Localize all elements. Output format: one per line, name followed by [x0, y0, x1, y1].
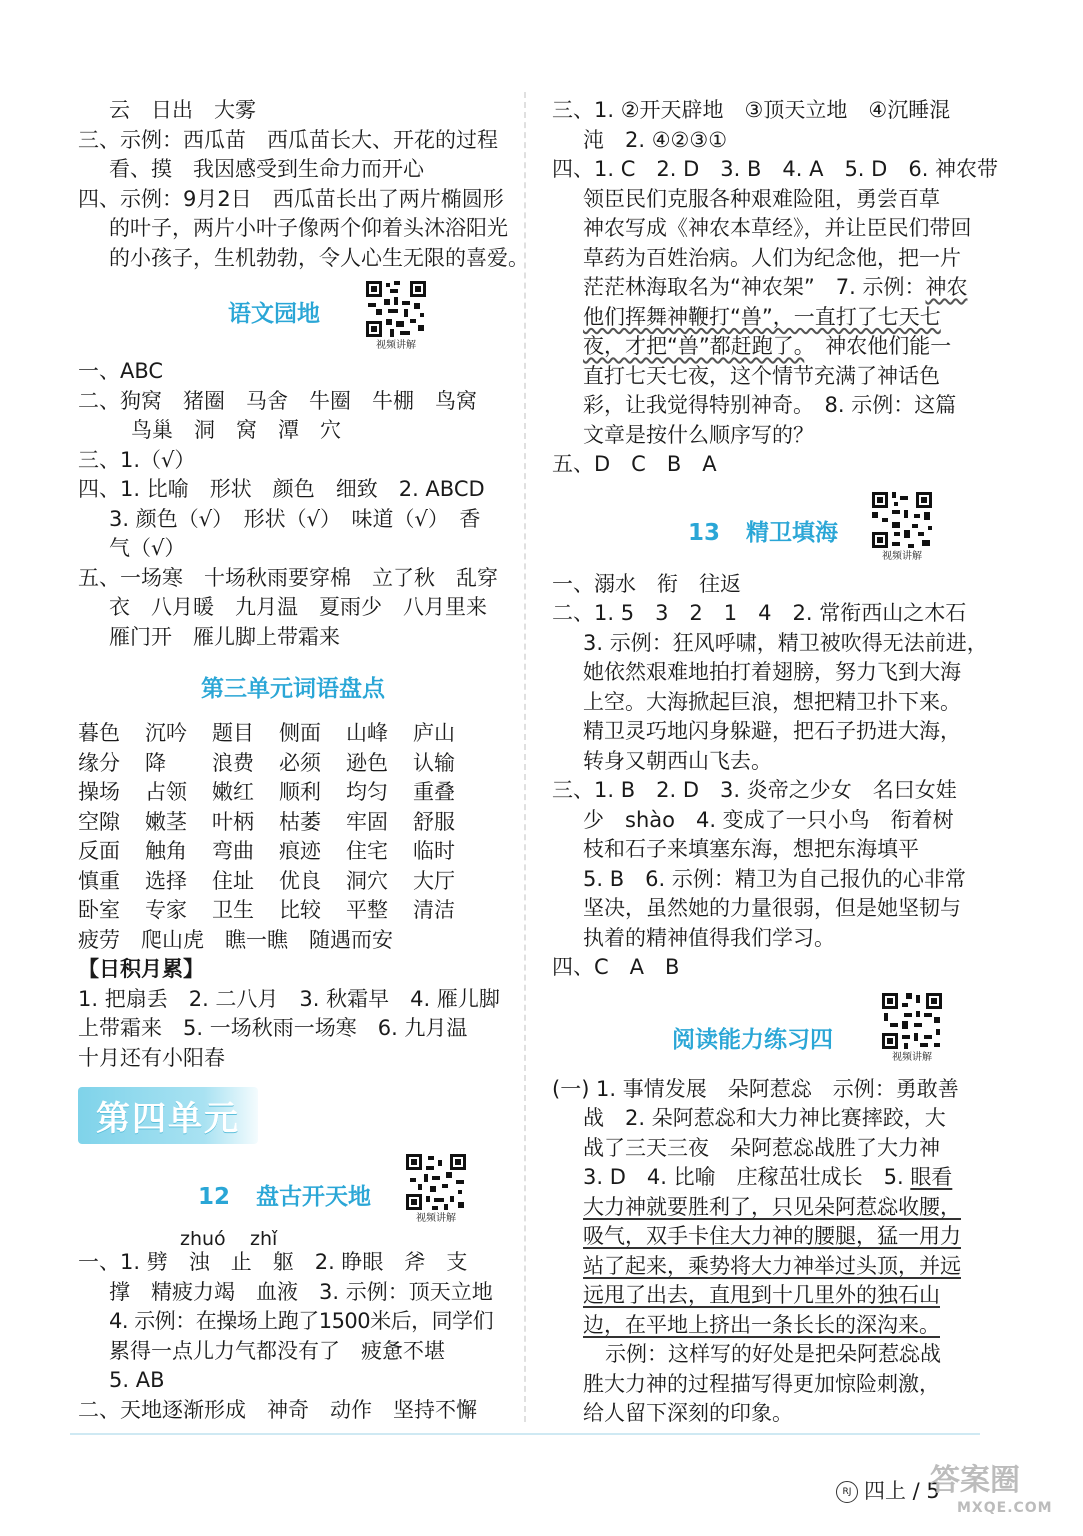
text-line: [552, 1252, 992, 1282]
text-line: 一、1. 劈 浊 止 躯 2. 睁眼 斧 支: [78, 1250, 468, 1274]
word-cell: 山峰: [346, 721, 388, 745]
text-line: [552, 1193, 992, 1223]
lesson-title: 盘古开天地: [256, 1184, 372, 1210]
word-cell: 舒服: [413, 809, 455, 834]
qr-caption: 视频讲解: [882, 550, 922, 562]
word-cell: 专家: [145, 898, 187, 922]
text-line: 二、1. 5 3 2 1 4 2. 常衔西山之木石: [552, 601, 967, 625]
wavy-underlined-text: 神农: [925, 275, 968, 299]
text-line: 她依然艰难地拍打着翅膀，努力飞到大海: [583, 660, 961, 684]
text-line: 上空。大海掀起巨浪，想把精卫扑下来。: [583, 689, 961, 714]
qr-caption: 视频讲解: [376, 340, 416, 351]
word-cell: 浪费: [212, 750, 254, 775]
text-line: 文章是按什么顺序写的？: [583, 422, 814, 447]
underlined-text: 吸气，双手卡住大力神的腰腿，猛一用力: [583, 1224, 961, 1248]
word-cell: 必须: [279, 750, 321, 775]
qr-icon: [880, 991, 944, 1051]
word-cell: 弯曲: [212, 839, 254, 863]
text-line: [552, 1311, 992, 1341]
text-line: 二、天地逐渐形成 神奇 动作 坚持不懈: [78, 1397, 477, 1422]
column-divider: [524, 92, 526, 1422]
text-line: 示例：这样写的好处是把朵阿惹惢战: [605, 1342, 941, 1366]
text-line: 战 2. 朵阿惹惢和大力神比赛摔跤，大: [583, 1106, 946, 1130]
word-cell: 反面: [78, 839, 120, 863]
text-line: 四、示例：9月2日 西瓜苗长出了两片椭圆形: [78, 186, 504, 211]
section-title: [688, 514, 838, 547]
text-line: 雁门开 雁儿脚上带霜来: [109, 624, 340, 649]
text-line: 三、1. ②开天辟地 ③顶天立地 ④沉睡混: [552, 98, 951, 122]
word-cell: 枯萎: [279, 809, 321, 834]
word-cell: 缘分: [78, 750, 120, 775]
word-cell: 认输: [413, 750, 455, 775]
word-cell: 逊色: [346, 750, 388, 775]
qr-caption: 视频讲解: [416, 1213, 456, 1224]
text-line: 少 shào 4. 变成了一只小鸟 衔着树: [583, 807, 954, 832]
text-line: 一、溺水 衔 往返: [552, 571, 741, 596]
word-cell: 空隙: [78, 809, 120, 834]
text-line: [552, 1281, 992, 1311]
text-line: 彩，让我觉得特别神奇。 8. 示例：这篇: [583, 393, 957, 417]
lesson-number: 13: [688, 519, 721, 546]
text-line: 四、1. 比喻 形状 颜色 细致 2. ABCD: [78, 477, 485, 501]
page-label: 四上 / 5: [864, 1479, 940, 1503]
word-cell: 平整: [346, 898, 388, 922]
section-title: [198, 1178, 371, 1211]
qr-icon: [404, 1152, 468, 1212]
text-line: 1. 把扇丢 2. 二八月 3. 秋霜早 4. 雁儿脚: [78, 986, 500, 1011]
lesson-title: 精卫填海: [746, 519, 839, 546]
text-line: 气（√）: [109, 536, 186, 560]
section-lesson-13: [552, 480, 992, 570]
pinyin: zhuó: [180, 1228, 226, 1250]
section-title: 语文园地: [228, 301, 320, 327]
word-cell: 牢固: [346, 809, 388, 834]
section-lesson-12: [78, 1150, 508, 1234]
qr-icon: [870, 490, 934, 550]
wavy-underlined-text: 夜，才把“兽”都赶跑了。: [583, 334, 805, 358]
text-line: 4. 示例：在操场上跑了1500米后，同学们: [109, 1309, 494, 1333]
text-line: 云 日出 大雾: [109, 98, 256, 122]
word-cell: 嫩茎: [145, 809, 187, 834]
word-cell: 住址: [212, 868, 254, 893]
word-cell: 卫生: [212, 898, 254, 922]
qr-code[interactable]: [870, 490, 934, 564]
word-cell: 重叠: [413, 780, 455, 804]
word-cell: 大厅: [413, 868, 455, 893]
text-line: 胜大力神的过程描写得更加惊险刺激，: [583, 1371, 940, 1396]
text-line: (一) 1. 事情发展 朵阿惹惢 示例：勇敢善: [552, 1076, 959, 1101]
text-line: 执着的精神值得我们学习。: [583, 925, 835, 950]
text-span: 神农他们能一: [804, 334, 952, 358]
section-title: 阅读能力练习四: [672, 1026, 833, 1053]
qr-icon: [364, 279, 428, 339]
word-cell: 选择: [145, 868, 187, 893]
word-cell: 慎重: [78, 868, 120, 893]
text-line: 十月还有小阳春: [78, 1045, 225, 1070]
section-title: 第三单元词语盘点: [201, 676, 385, 702]
text-line: 草药为百姓治病。人们为纪念他，把一片: [583, 245, 961, 270]
left-column: [78, 96, 529, 1425]
text-line: 沌 2. ④②③①: [583, 127, 728, 152]
text-line: 看、摸 我因感受到生命力而开心: [109, 157, 424, 181]
word-cell: 庐山: [413, 721, 455, 745]
text-line: 领臣民们克服各种艰难险阻，勇尝百草: [583, 186, 940, 211]
underlined-text: 眼看: [910, 1165, 953, 1189]
right-column: [552, 96, 999, 1429]
word-cell: 比较: [279, 898, 321, 922]
text-line: 的小孩子，生机勃勃，令人心生无限的喜爱。: [109, 245, 529, 270]
text-line: 累得一点儿力气都没有了 疲惫不堪: [109, 1338, 445, 1363]
pinyin: zhǐ: [250, 1228, 278, 1250]
text-line: 五、一场寒 十场秋雨要穿棉 立了秋 乱穿: [78, 565, 498, 590]
page-number: [836, 1475, 940, 1505]
section-yuwen-yuandi: [78, 273, 508, 357]
text-line: 撑 精疲力竭 血液 3. 示例：顶天立地: [109, 1279, 493, 1304]
qr-code[interactable]: [880, 991, 944, 1065]
qr-code[interactable]: [404, 1152, 468, 1226]
text-line: 直打七天七夜，这个情节充满了神话色: [583, 363, 940, 388]
word-cell: 操场: [78, 780, 120, 804]
lesson-number: 12: [198, 1184, 231, 1210]
text-line: 转身又朝西山飞去。: [583, 748, 772, 773]
text-line: [552, 273, 992, 303]
text-line: 战了三天三夜 朵阿惹惢战胜了大力神: [583, 1135, 940, 1160]
word-cell: 叶柄: [212, 809, 254, 834]
unit-banner: 第四单元: [78, 1087, 258, 1144]
text-line: 疲劳 爬山虎 瞧一瞧 随遇而安: [78, 927, 393, 952]
section-reading-4: [552, 983, 992, 1075]
wavy-underlined-text: 他们挥舞神鞭打“兽”，一直打了七天七: [583, 304, 941, 329]
text-line: 5. AB: [109, 1368, 165, 1392]
text-line: 3. 颜色（√） 形状（√） 味道（√） 香: [109, 506, 481, 531]
word-cell: 暮色: [78, 721, 120, 745]
text-line: 三、示例：西瓜苗 西瓜苗长大、开花的过程: [78, 127, 498, 152]
underlined-text: 远甩了出去，直甩到十几里外的独石山: [583, 1283, 940, 1307]
text-line: 鸟巢 洞 窝 潭 穴: [131, 418, 341, 442]
word-cell: 住宅: [346, 839, 388, 863]
text-line: 四、C A B: [552, 955, 680, 979]
text-line: 的叶子，两片小叶子像两个仰着头沐浴阳光: [109, 216, 508, 240]
word-cell: 顺利: [279, 780, 321, 804]
word-cell: 均匀: [346, 780, 388, 804]
word-cell: 沉吟: [145, 721, 187, 745]
pinyin-row: [78, 1228, 508, 1250]
text-line: 二、狗窝 猪圈 马舍 牛圈 牛棚 鸟窝: [78, 388, 477, 413]
text-line: 精卫灵巧地闪身躲避，把石子扔进大海，: [583, 719, 961, 743]
word-cell: 洞穴: [346, 868, 388, 893]
text-line: 坚决，虽然她的力量很弱，但是她坚韧与: [583, 896, 961, 920]
word-cell: 侧面: [279, 721, 321, 745]
word-cell: 题目: [212, 721, 254, 745]
sub-heading: 【日积月累】: [78, 957, 204, 981]
word-cell: 占领: [145, 780, 187, 804]
word-cell: 卧室: [78, 898, 120, 922]
rj-badge-icon: RJ: [836, 1481, 858, 1503]
word-cell: 降: [145, 750, 166, 775]
text-line: 上带霜来 5. 一场秋雨一场寒 6. 九月温: [78, 1016, 468, 1040]
text-span: 3. D 4. 比喻 庄稼茁壮成长 5.: [583, 1165, 911, 1189]
qr-code[interactable]: [364, 279, 428, 353]
word-cell: 触角: [145, 839, 187, 863]
word-cell: 临时: [413, 839, 455, 863]
text-line: 五、D C B A: [552, 452, 717, 476]
watermark-url: MXQE.COM: [957, 1500, 1053, 1516]
word-cell: 痕迹: [279, 839, 321, 863]
word-cell: 优良: [279, 868, 321, 893]
text-line: 三、1. B 2. D 3. 炎帝之少女 名曰女娃: [552, 778, 957, 802]
underlined-text: 站了起来，乘势将大力神举过头顶，并远: [583, 1253, 961, 1278]
text-line: 3. 示例：狂风呼啸，精卫被吹得无法前进，: [583, 630, 988, 655]
word-cell: 清洁: [413, 898, 455, 922]
text-line: 神农写成《神农本草经》，并让臣民们带回: [583, 216, 972, 240]
footer-rule: [70, 1433, 980, 1435]
text-line: [552, 303, 992, 333]
text-line: 三、1.（√）: [78, 447, 196, 472]
qr-caption: 视频讲解: [892, 1051, 932, 1063]
text-line: 一、ABC: [78, 359, 164, 383]
text-line: [552, 1163, 992, 1193]
text-line: [552, 332, 992, 362]
text-line: 5. B 6. 示例：精卫为自己报仇的心非常: [583, 866, 966, 891]
watermark-logo: 答案圈: [930, 1463, 1020, 1498]
underlined-text: 边，在平地上挤出一条长长的深沟来。: [583, 1312, 940, 1337]
underlined-text: 大力神就要胜利了，只见朵阿惹惢收腰，: [583, 1194, 961, 1219]
word-grid: [78, 719, 508, 926]
text-line: [552, 1222, 992, 1252]
text-span: 茫茫林海取名为“神农架” 7. 示例：: [583, 275, 926, 299]
text-line: 衣 八月暖 九月温 夏雨少 八月里来: [109, 595, 487, 619]
text-line: 枝和石子来填塞东海，想把东海填平: [583, 837, 919, 861]
text-line: 四、1. C 2. D 3. B 4. A 5. D 6. 神农带: [552, 157, 999, 181]
word-cell: 嫩红: [212, 780, 254, 804]
text-line: 给人留下深刻的印象。: [583, 1401, 793, 1425]
